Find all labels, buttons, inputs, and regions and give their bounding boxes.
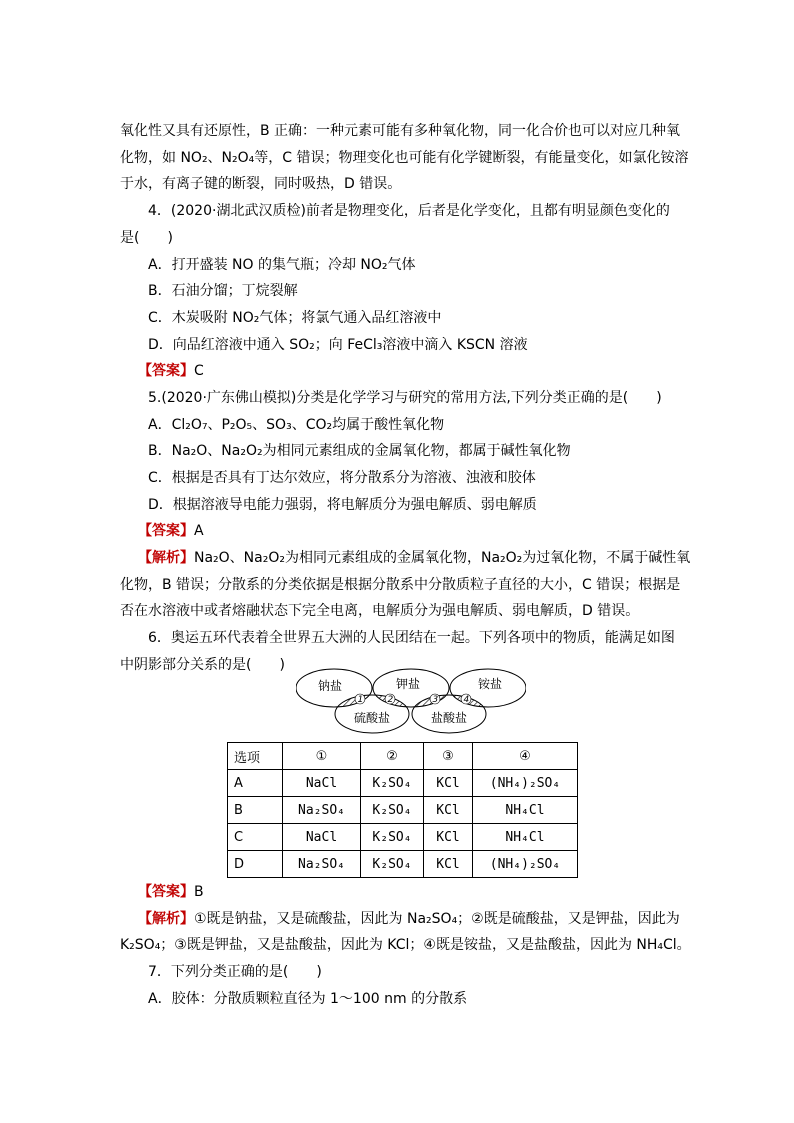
table-cell: C bbox=[228, 824, 283, 851]
answer-label: 【答案】 bbox=[138, 884, 194, 900]
table-cell: (NH₄)₂SO₄ bbox=[473, 770, 578, 797]
text-line: 于水，有离子键的断裂，同时吸热，D 错误。 bbox=[120, 176, 402, 192]
olympic-rings-diagram bbox=[296, 668, 526, 734]
table-cell: K₂SO₄ bbox=[361, 824, 424, 851]
analysis-label: 【解析】 bbox=[138, 550, 194, 566]
table-header-cell: 选项 bbox=[228, 743, 283, 770]
answer-value: C bbox=[194, 363, 204, 379]
table-cell: KCl bbox=[424, 770, 473, 797]
text-line: 氧化性又具有还原性，B 正确：一种元素可能有多种氧化物，同一化合价也可以对应几种氧 bbox=[120, 123, 681, 139]
option-b: B．Na₂O、Na₂O₂为相同元素组成的金属氧化物，都属于碱性氧化物 bbox=[148, 443, 571, 459]
table-cell: Na₂SO₄ bbox=[283, 797, 361, 824]
table-cell: Na₂SO₄ bbox=[283, 851, 361, 878]
option-d: D．根据溶液导电能力强弱，将电解质分为强电解质、弱电解质 bbox=[148, 497, 537, 513]
region-mark: 2 bbox=[387, 695, 394, 705]
table-row bbox=[228, 824, 578, 851]
question-4-stem-cont: 是( ) bbox=[120, 230, 173, 246]
option-a: A．Cl₂O₇、P₂O₅、SO₃、CO₂均属于酸性氧化物 bbox=[148, 417, 445, 433]
option-c: C．根据是否具有丁达尔效应，将分散系分为溶液、浊液和胶体 bbox=[148, 470, 536, 486]
table-header-cell: ② bbox=[361, 743, 424, 770]
answer-value: B bbox=[194, 884, 204, 900]
table-header-cell: ③ bbox=[424, 743, 473, 770]
table-header-cell: ① bbox=[283, 743, 361, 770]
table-cell: NH₄Cl bbox=[473, 797, 578, 824]
text-line: 化物，如 NO₂、N₂O₄等，C 错误；物理变化也可能有化学键断裂，有能量变化，如氯化铵溶 bbox=[120, 150, 689, 166]
table-cell: B bbox=[228, 797, 283, 824]
table-row bbox=[228, 797, 578, 824]
table-cell: NH₄Cl bbox=[473, 824, 578, 851]
table-cell: NaCl bbox=[283, 824, 361, 851]
analysis-label: 【解析】 bbox=[138, 911, 194, 927]
ring-label: 钾盐 bbox=[396, 677, 421, 691]
table-cell: K₂SO₄ bbox=[361, 851, 424, 878]
answer-value: A bbox=[194, 523, 204, 539]
analysis-text: K₂SO₄；③既是钾盐，又是盐酸盐，因此为 KCl；④既是铵盐，又是盐酸盐，因此为 NH₄Cl。 bbox=[120, 937, 691, 953]
ring-label: 硫酸盐 bbox=[354, 711, 391, 725]
table-header-cell: ④ bbox=[473, 743, 578, 770]
region-mark: 1 bbox=[357, 695, 364, 705]
table-cell: KCl bbox=[424, 797, 473, 824]
analysis-line bbox=[138, 548, 690, 568]
question-7-stem: 7．下列分类正确的是( ) bbox=[148, 964, 322, 980]
analysis-text: 化物，B 错误；分散系的分类依据是根据分散系中分散质粒子直径的大小，C 错误；根据是 bbox=[120, 577, 681, 593]
analysis-text: 否在水溶液中或者熔融状态下完全电离，电解质分为强电解质、弱电解质，D 错误。 bbox=[120, 603, 640, 619]
ring-label: 铵盐 bbox=[478, 677, 503, 691]
answer-line bbox=[138, 361, 204, 381]
region-mark: 4 bbox=[463, 695, 470, 705]
table-header-row bbox=[228, 743, 578, 770]
question-6-stem-cont: 中阴影部分关系的是( ) bbox=[120, 657, 285, 673]
table-cell: KCl bbox=[424, 824, 473, 851]
analysis-text: ①既是钠盐，又是硫酸盐，因此为 Na₂SO₄；②既是硫酸盐，又是钾盐，因此为 bbox=[194, 911, 680, 927]
answer-line bbox=[138, 882, 204, 902]
table-cell: D bbox=[228, 851, 283, 878]
question-4-stem: 4．(2020·湖北武汉质检)前者是物理变化，后者是化学变化，且都有明显颜色变化的 bbox=[148, 203, 670, 219]
answer-label: 【答案】 bbox=[138, 523, 194, 539]
answer-line bbox=[138, 521, 204, 541]
table-cell: K₂SO₄ bbox=[361, 797, 424, 824]
table-row bbox=[228, 770, 578, 797]
table-cell: K₂SO₄ bbox=[361, 770, 424, 797]
question-6-stem: 6．奥运五环代表着全世界五大洲的人民团结在一起。下列各项中的物质，能满足如图 bbox=[148, 630, 675, 646]
analysis-text: Na₂O、Na₂O₂为相同元素组成的金属氧化物，Na₂O₂为过氧化物，不属于碱性氧 bbox=[194, 550, 691, 566]
options-table bbox=[227, 742, 578, 878]
answer-label: 【答案】 bbox=[138, 363, 194, 379]
table-row bbox=[228, 851, 578, 878]
ring-label: 钠盐 bbox=[318, 679, 343, 693]
table-cell: (NH₄)₂SO₄ bbox=[473, 851, 578, 878]
option-a: A．胶体：分散质颗粒直径为 1～100 nm 的分散系 bbox=[148, 991, 468, 1007]
table-cell: A bbox=[228, 770, 283, 797]
option-c: C．木炭吸附 NO₂气体；将氯气通入品红溶液中 bbox=[148, 310, 442, 326]
table-cell: NaCl bbox=[283, 770, 361, 797]
question-5-stem: 5.(2020·广东佛山模拟)分类是化学学习与研究的常用方法,下列分类正确的是( ) bbox=[148, 390, 662, 406]
table-cell: KCl bbox=[424, 851, 473, 878]
option-a: A．打开盛装 NO 的集气瓶；冷却 NO₂气体 bbox=[148, 257, 416, 273]
option-d: D．向品红溶液中通入 SO₂；向 FeCl₃溶液中滴入 KSCN 溶液 bbox=[148, 337, 528, 353]
ring-label: 盐酸盐 bbox=[431, 711, 468, 725]
analysis-line bbox=[138, 909, 680, 929]
option-b: B．石油分馏；丁烷裂解 bbox=[148, 283, 298, 299]
region-mark: 3 bbox=[432, 695, 439, 705]
